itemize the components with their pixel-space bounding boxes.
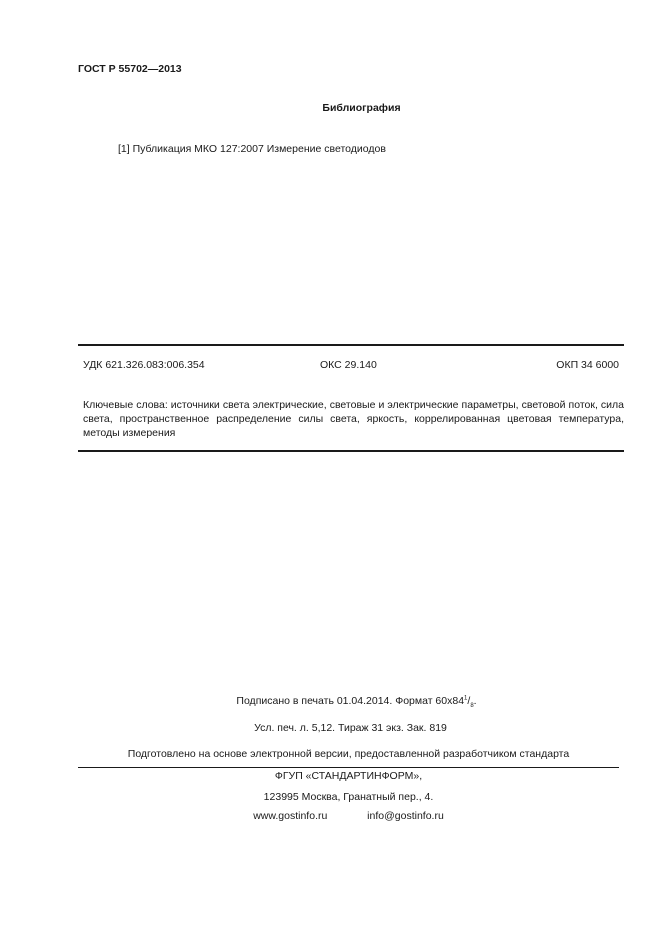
signed-text-end: .	[473, 695, 477, 707]
okp-code: ОКП 34 6000	[556, 359, 619, 371]
print-info: Усл. печ. л. 5,12. Тираж 31 экз. Зак. 819	[254, 722, 447, 734]
keywords-paragraph: Ключевые слова: источники света электрические, световые и электрические параметры, световой поток, сила света, пространственное распределение силы света, яркость, коррелированная цветовая температура, методы измерения	[83, 399, 624, 439]
imprint-divider	[78, 767, 619, 768]
udc-code: УДК 621.326.083:006.354	[83, 359, 205, 371]
signed-for-print: Подписано в печать 01.04.2014. Формат $60х84^1/_8$.	[236, 695, 477, 710]
bibliography-item: [1] Публикация МКО 127:2007 Измерение светодиодов	[118, 143, 386, 155]
top-divider	[78, 344, 624, 346]
prepared-note: Подготовлено на основе электронной версии, предоставленной разработчиком стандарта	[127, 748, 570, 760]
publisher-name: ФГУП «СТАНДАРТИНФОРМ»,	[274, 770, 423, 782]
email-link[interactable]: info@gostinfo.ru	[367, 810, 444, 822]
document-code: ГОСТ Р 55702—2013	[78, 63, 182, 75]
oks-code: ОКС 29.140	[320, 359, 377, 371]
bottom-divider	[78, 450, 624, 452]
format-fraction-numerator: 1	[464, 695, 468, 702]
publisher-contacts	[0, 810, 661, 822]
bibliography-title: Библиография	[322, 102, 401, 114]
website-link[interactable]: www.gostinfo.ru	[253, 810, 328, 822]
publisher-address: 123995 Москва, Гранатный пер., 4.	[263, 791, 434, 803]
signed-text: Подписано в печать 01.04.2014. Формат 60х84	[236, 695, 465, 707]
format-fraction-denominator: 8	[470, 703, 474, 710]
